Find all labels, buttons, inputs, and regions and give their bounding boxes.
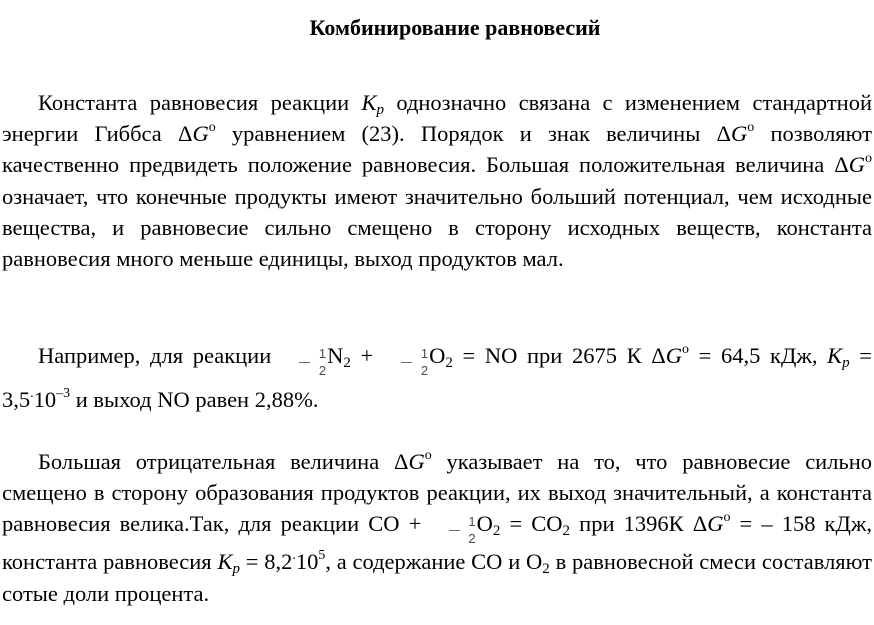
delta-g-symbol: ΔG xyxy=(834,152,865,178)
text: уравнением (23). Порядок и знак величины xyxy=(215,121,717,147)
delta-g-symbol: ΔG xyxy=(692,511,724,537)
standard-degree-sup: o xyxy=(723,510,731,526)
subscript-two: 2 xyxy=(445,355,453,371)
standard-degree-sup: o xyxy=(747,120,755,136)
kp-subscript: p xyxy=(376,102,385,118)
fraction-one-half: $\frac{1}{2}$ xyxy=(283,347,326,378)
text: указывает на то, что равновесие сильно смещено в сторону образования продуктов реакции, их выход значительный, а константа равновесия велика.Так, для реакции СО + xyxy=(2,449,872,537)
text: = 3,5 xyxy=(2,343,872,412)
delta-g-symbol: ΔG xyxy=(177,121,209,147)
subscript-two: 2 xyxy=(542,561,550,578)
paragraph-example-co xyxy=(2,446,872,609)
text: 10 xyxy=(295,549,319,575)
kp-subscript: p xyxy=(232,561,240,578)
text: = 8,2 xyxy=(239,549,293,575)
section-title: Комбинирование равновесий xyxy=(309,15,601,40)
delta-g-symbol: ΔG xyxy=(716,121,748,147)
text: = NO при 2675 К xyxy=(452,343,652,368)
text: , а содержание СО и О xyxy=(325,549,543,575)
kp-symbol: K xyxy=(361,90,377,115)
text: = СО xyxy=(500,511,563,537)
text: Большая отрицательная величина xyxy=(38,449,395,474)
subscript-two: 2 xyxy=(562,523,571,540)
text: Например, для реакции xyxy=(38,343,281,368)
kp-symbol: K xyxy=(217,549,233,575)
standard-degree-sup: o xyxy=(424,448,432,463)
text: означает, что конечные продукты имеют значительно больший потенциал, чем исходные вещества, и равновесие сильно смещено в сторону исходных веществ, константа равновесия много меньше единицы, выход продуктов мал. xyxy=(2,183,872,272)
oxygen-symbol: O xyxy=(476,511,493,537)
multiplication-dot: . xyxy=(292,548,296,564)
nitrogen-symbol: N xyxy=(327,343,344,368)
paragraph-example-no xyxy=(2,334,872,422)
kp-symbol: K xyxy=(827,343,843,368)
text: 10 xyxy=(33,387,57,412)
plus-sign: + xyxy=(350,343,383,368)
standard-degree-sup: o xyxy=(208,120,216,136)
exponent: –3 xyxy=(56,386,71,401)
text: Константа равновесия реакции xyxy=(38,90,362,115)
delta-g-symbol: ΔG xyxy=(394,449,425,474)
multiplication-dot: . xyxy=(30,386,34,401)
paragraph-gibbs-energy xyxy=(2,87,872,274)
fraction-one-half: $\frac{1}{2}$ xyxy=(432,515,475,546)
text: = – 158 кДж, константа равновесия xyxy=(2,511,872,575)
standard-degree-sup: o xyxy=(865,151,872,167)
delta-g-symbol: ΔG xyxy=(651,343,683,368)
text: при 1396К xyxy=(570,511,693,537)
text: позволяют качественно предвидеть положение равновесия. Большая положительная величина xyxy=(2,121,872,178)
text: в равновесной смеси составляют сотые доли процента. xyxy=(2,549,872,606)
subscript-two: 2 xyxy=(343,355,351,371)
text: однозначно связана с изменением стандартной энергии Гиббса xyxy=(2,90,873,147)
exponent: 5 xyxy=(318,548,326,564)
text: = 64,5 кДж, xyxy=(689,343,828,368)
subscript-two: 2 xyxy=(492,523,501,540)
fraction-one-half: $\frac{1}{2}$ xyxy=(385,347,428,378)
standard-degree-sup: o xyxy=(682,342,690,357)
kp-subscript: p xyxy=(842,355,850,371)
oxygen-symbol: O xyxy=(429,343,446,368)
text: и выход NO равен 2,88%. xyxy=(70,387,319,412)
